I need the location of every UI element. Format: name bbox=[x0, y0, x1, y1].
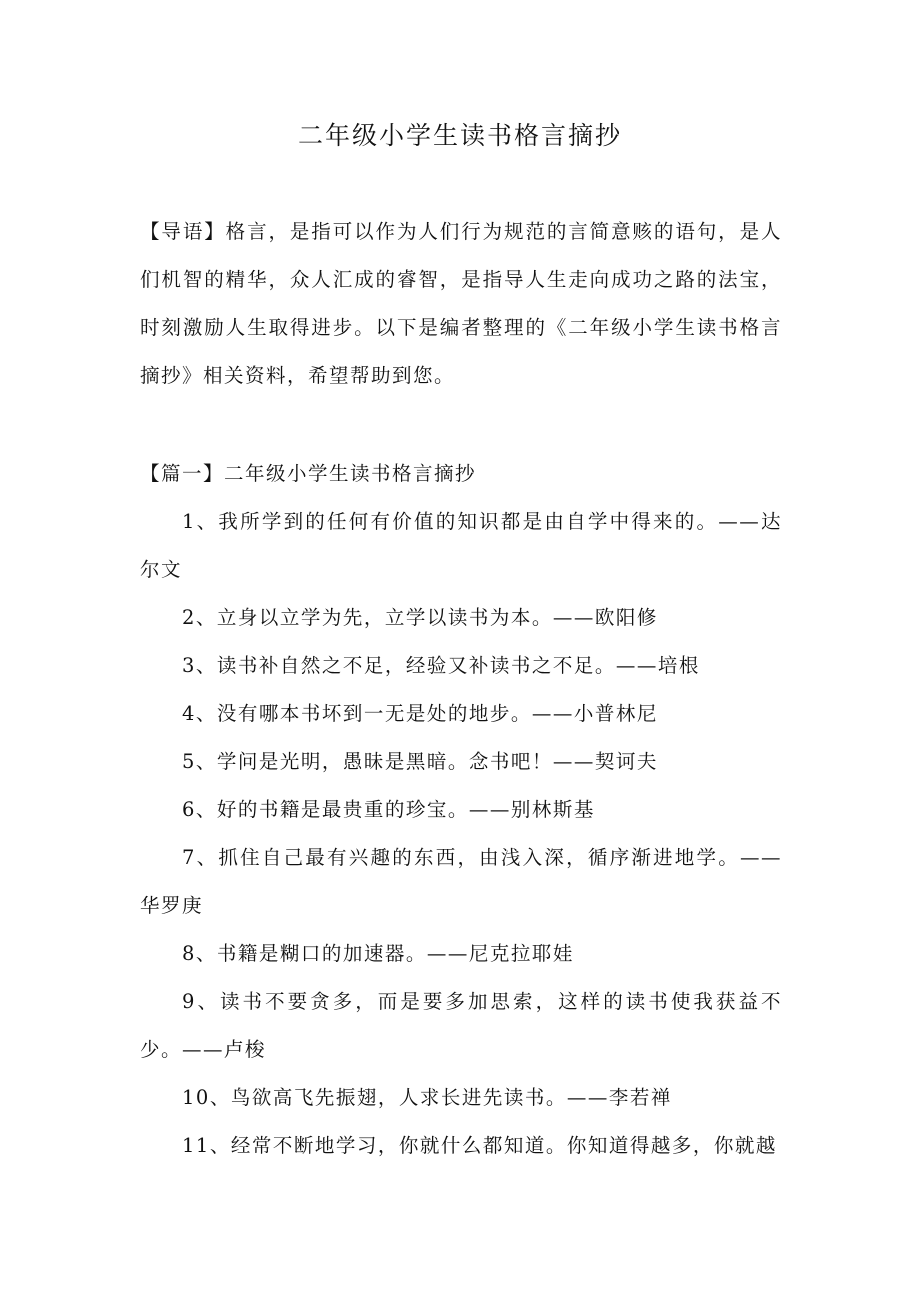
quote-item: 7、抓住自己最有兴趣的东西，由浅入深，循序渐进地学。——华罗庚 bbox=[140, 846, 782, 917]
quote-item: 11、经常不断地学习，你就什么都知道。你知道得越多，你就越 bbox=[182, 1134, 777, 1157]
quote-item: 5、学问是光明，愚昧是黑暗。念书吧！——契诃夫 bbox=[182, 750, 658, 773]
quote-item: 3、读书补自然之不足，经验又补读书之不足。——培根 bbox=[182, 654, 700, 677]
section-heading: 【篇一】二年级小学生读书格言摘抄 bbox=[140, 462, 477, 485]
quote-item: 10、鸟欲高飞先振翅，人求长进先读书。——李若禅 bbox=[182, 1086, 672, 1109]
quote-item: 1、我所学到的任何有价值的知识都是由自学中得来的。——达尔文 bbox=[140, 510, 782, 581]
intro-paragraph: 【导语】格言，是指可以作为人们行为规范的言简意赅的语句，是人们机智的精华，众人汇成的睿智，是指导人生走向成功之路的法宝，时刻激励人生取得进步。以下是编者整理的《二年级小学生读书格言摘抄》相关资料，希望帮助到您。 bbox=[140, 220, 782, 387]
quote-list bbox=[140, 498, 782, 1170]
quote-item: 4、没有哪本书坏到一无是处的地步。——小普林尼 bbox=[182, 702, 658, 725]
quote-item: 6、好的书籍是最贵重的珍宝。——别林斯基 bbox=[182, 798, 595, 821]
document-title: 二年级小学生读书格言摘抄 bbox=[297, 121, 622, 150]
quote-item: 2、立身以立学为先，立学以读书为本。——欧阳修 bbox=[182, 606, 658, 629]
quote-item: 9、读书不要贪多，而是要多加思索，这样的读书使我获益不少。——卢梭 bbox=[140, 990, 782, 1061]
quote-item: 8、书籍是糊口的加速器。——尼克拉耶娃 bbox=[182, 942, 574, 965]
